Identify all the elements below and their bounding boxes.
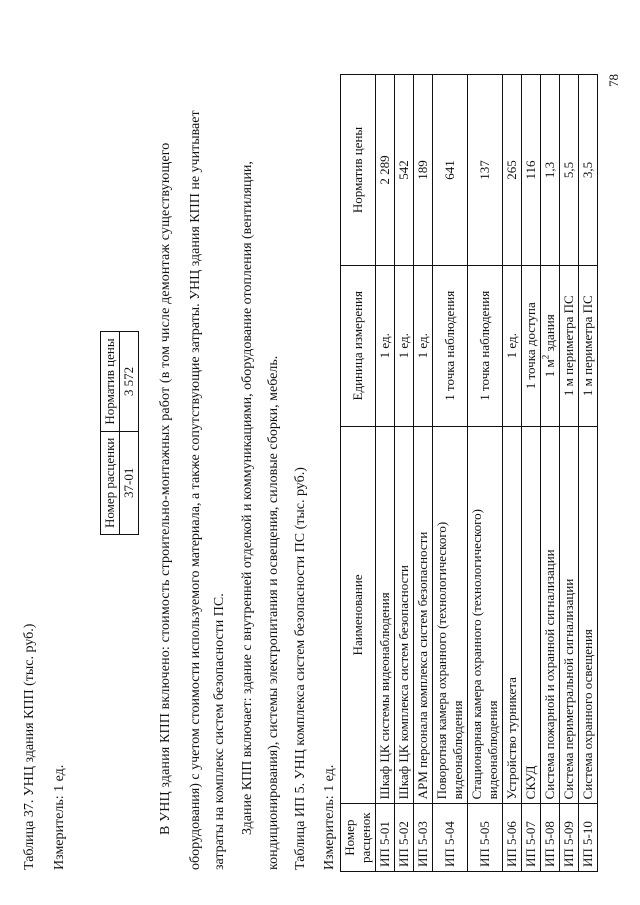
table-cell: 3 572 (120, 332, 139, 431)
row-unit: 1 точка наблюдения (468, 265, 503, 426)
row-unit: 1 ед. (395, 265, 414, 426)
table-header-cell: Номер расценки (101, 431, 120, 534)
row-name: Шкаф ЦК комплекса систем безопасности (395, 426, 414, 804)
row-unit: 1 точка наблюдения (433, 265, 468, 426)
table-header-row (341, 75, 376, 872)
table-row (503, 75, 522, 872)
table-row (468, 75, 503, 872)
row-price: 5,5 (560, 75, 579, 266)
row-price: 265 (503, 75, 522, 266)
row-code: ИП 5-10 (579, 804, 598, 872)
table37-meter: Измеритель: 1 ед. (52, 764, 67, 870)
table-row (395, 75, 414, 872)
unit-text: 1 м (542, 359, 557, 378)
row-name: Шкаф ЦК системы видеонаблюдения (376, 426, 395, 804)
row-unit: 1 ед. (503, 265, 522, 426)
row-name: АРМ персонала комплекса систем безопасности (414, 426, 433, 804)
row-name: Устройство турникета (503, 426, 522, 804)
table-header-row (101, 332, 120, 535)
row-unit: 1 точка доступа (522, 265, 541, 426)
row-name: Система охранного освещения (579, 426, 598, 804)
row-code: ИП 5-01 (376, 804, 395, 872)
row-price: 116 (522, 75, 541, 266)
row-unit: 1 м периметра ПС (560, 265, 579, 426)
row-price: 641 (433, 75, 468, 266)
row-unit (541, 265, 560, 426)
table-row (433, 75, 468, 872)
row-price: 137 (468, 75, 503, 266)
table-row (414, 75, 433, 872)
table-row (560, 75, 579, 872)
row-name-line: видеонаблюдения (450, 700, 465, 800)
row-name-line: Поворотная камера охранного (технологического) (434, 521, 449, 800)
row-name: Система периметральной сигнализации (560, 426, 579, 804)
row-unit: 1 ед. (376, 265, 395, 426)
row-name (433, 426, 468, 804)
row-price: 2 289 (376, 75, 395, 266)
paragraph-line: В УНЦ здания КПП включено: стоимость строительно-монтажных работ (в том числе демонтаж существующего (158, 142, 173, 835)
table-row (541, 75, 560, 872)
row-unit: 1 ед. (414, 265, 433, 426)
unit-text: здания (542, 314, 557, 355)
table37 (100, 331, 139, 535)
row-code: ИП 5-03 (414, 804, 433, 872)
table-ip5-caption: Таблица ИП 5. УНЦ комплекса систем безопасности ПС (тыс. руб.) (293, 467, 308, 870)
row-name: СКУД (522, 426, 541, 804)
header-code: Номер расценок (341, 804, 376, 872)
page-number: 78 (606, 74, 621, 87)
row-unit: 1 м периметра ПС (579, 265, 598, 426)
row-code: ИП 5-06 (503, 804, 522, 872)
row-name-line: Стационарная камера охранного (технологического) (469, 509, 484, 800)
row-code: ИП 5-08 (541, 804, 560, 872)
row-code: ИП 5-07 (522, 804, 541, 872)
row-price: 1,3 (541, 75, 560, 266)
row-name: Система пожарной и охранной сигнализации (541, 426, 560, 804)
table-row (120, 332, 139, 535)
unit-superscript: 2 (540, 354, 551, 360)
table-cell: 37-01 (120, 431, 139, 534)
header-unit: Единица измерения (341, 265, 376, 426)
header-name: Наименование (341, 426, 376, 804)
row-code: ИП 5-09 (560, 804, 579, 872)
table37-caption: Таблица 37. УНЦ здания КПП (тыс. руб.) (22, 623, 37, 870)
paragraph-line: Здание КПП включает: здание с внутренней отделкой и коммуникациями, оборудование отопления (вентиляции, (240, 161, 255, 835)
row-code: ИП 5-02 (395, 804, 414, 872)
paragraph-line: затраты на комплекс систем безопасности ПС. (212, 593, 227, 870)
paragraph-line: кондиционирования), системы электропитания и освещения, силовые сборки, мебель. (266, 355, 281, 870)
row-code: ИП 5-04 (433, 804, 468, 872)
table-ip5 (340, 74, 598, 872)
row-price: 542 (395, 75, 414, 266)
table-row (376, 75, 395, 872)
row-code: ИП 5-05 (468, 804, 503, 872)
table-header-cell: Норматив цены (101, 332, 120, 431)
table-row (522, 75, 541, 872)
header-price: Норматив цены (341, 75, 376, 266)
row-price: 3,5 (579, 75, 598, 266)
row-price: 189 (414, 75, 433, 266)
table-ip5-meter: Измеритель: 1 ед. (322, 764, 337, 870)
row-name (468, 426, 503, 804)
paragraph-line: оборудования) с учетом стоимости используемого материала, а также сопутствующие затраты. УНЦ здания КПП не учитывает (188, 110, 203, 870)
table-row (579, 75, 598, 872)
row-name-line: видеонаблюдения (485, 700, 500, 800)
